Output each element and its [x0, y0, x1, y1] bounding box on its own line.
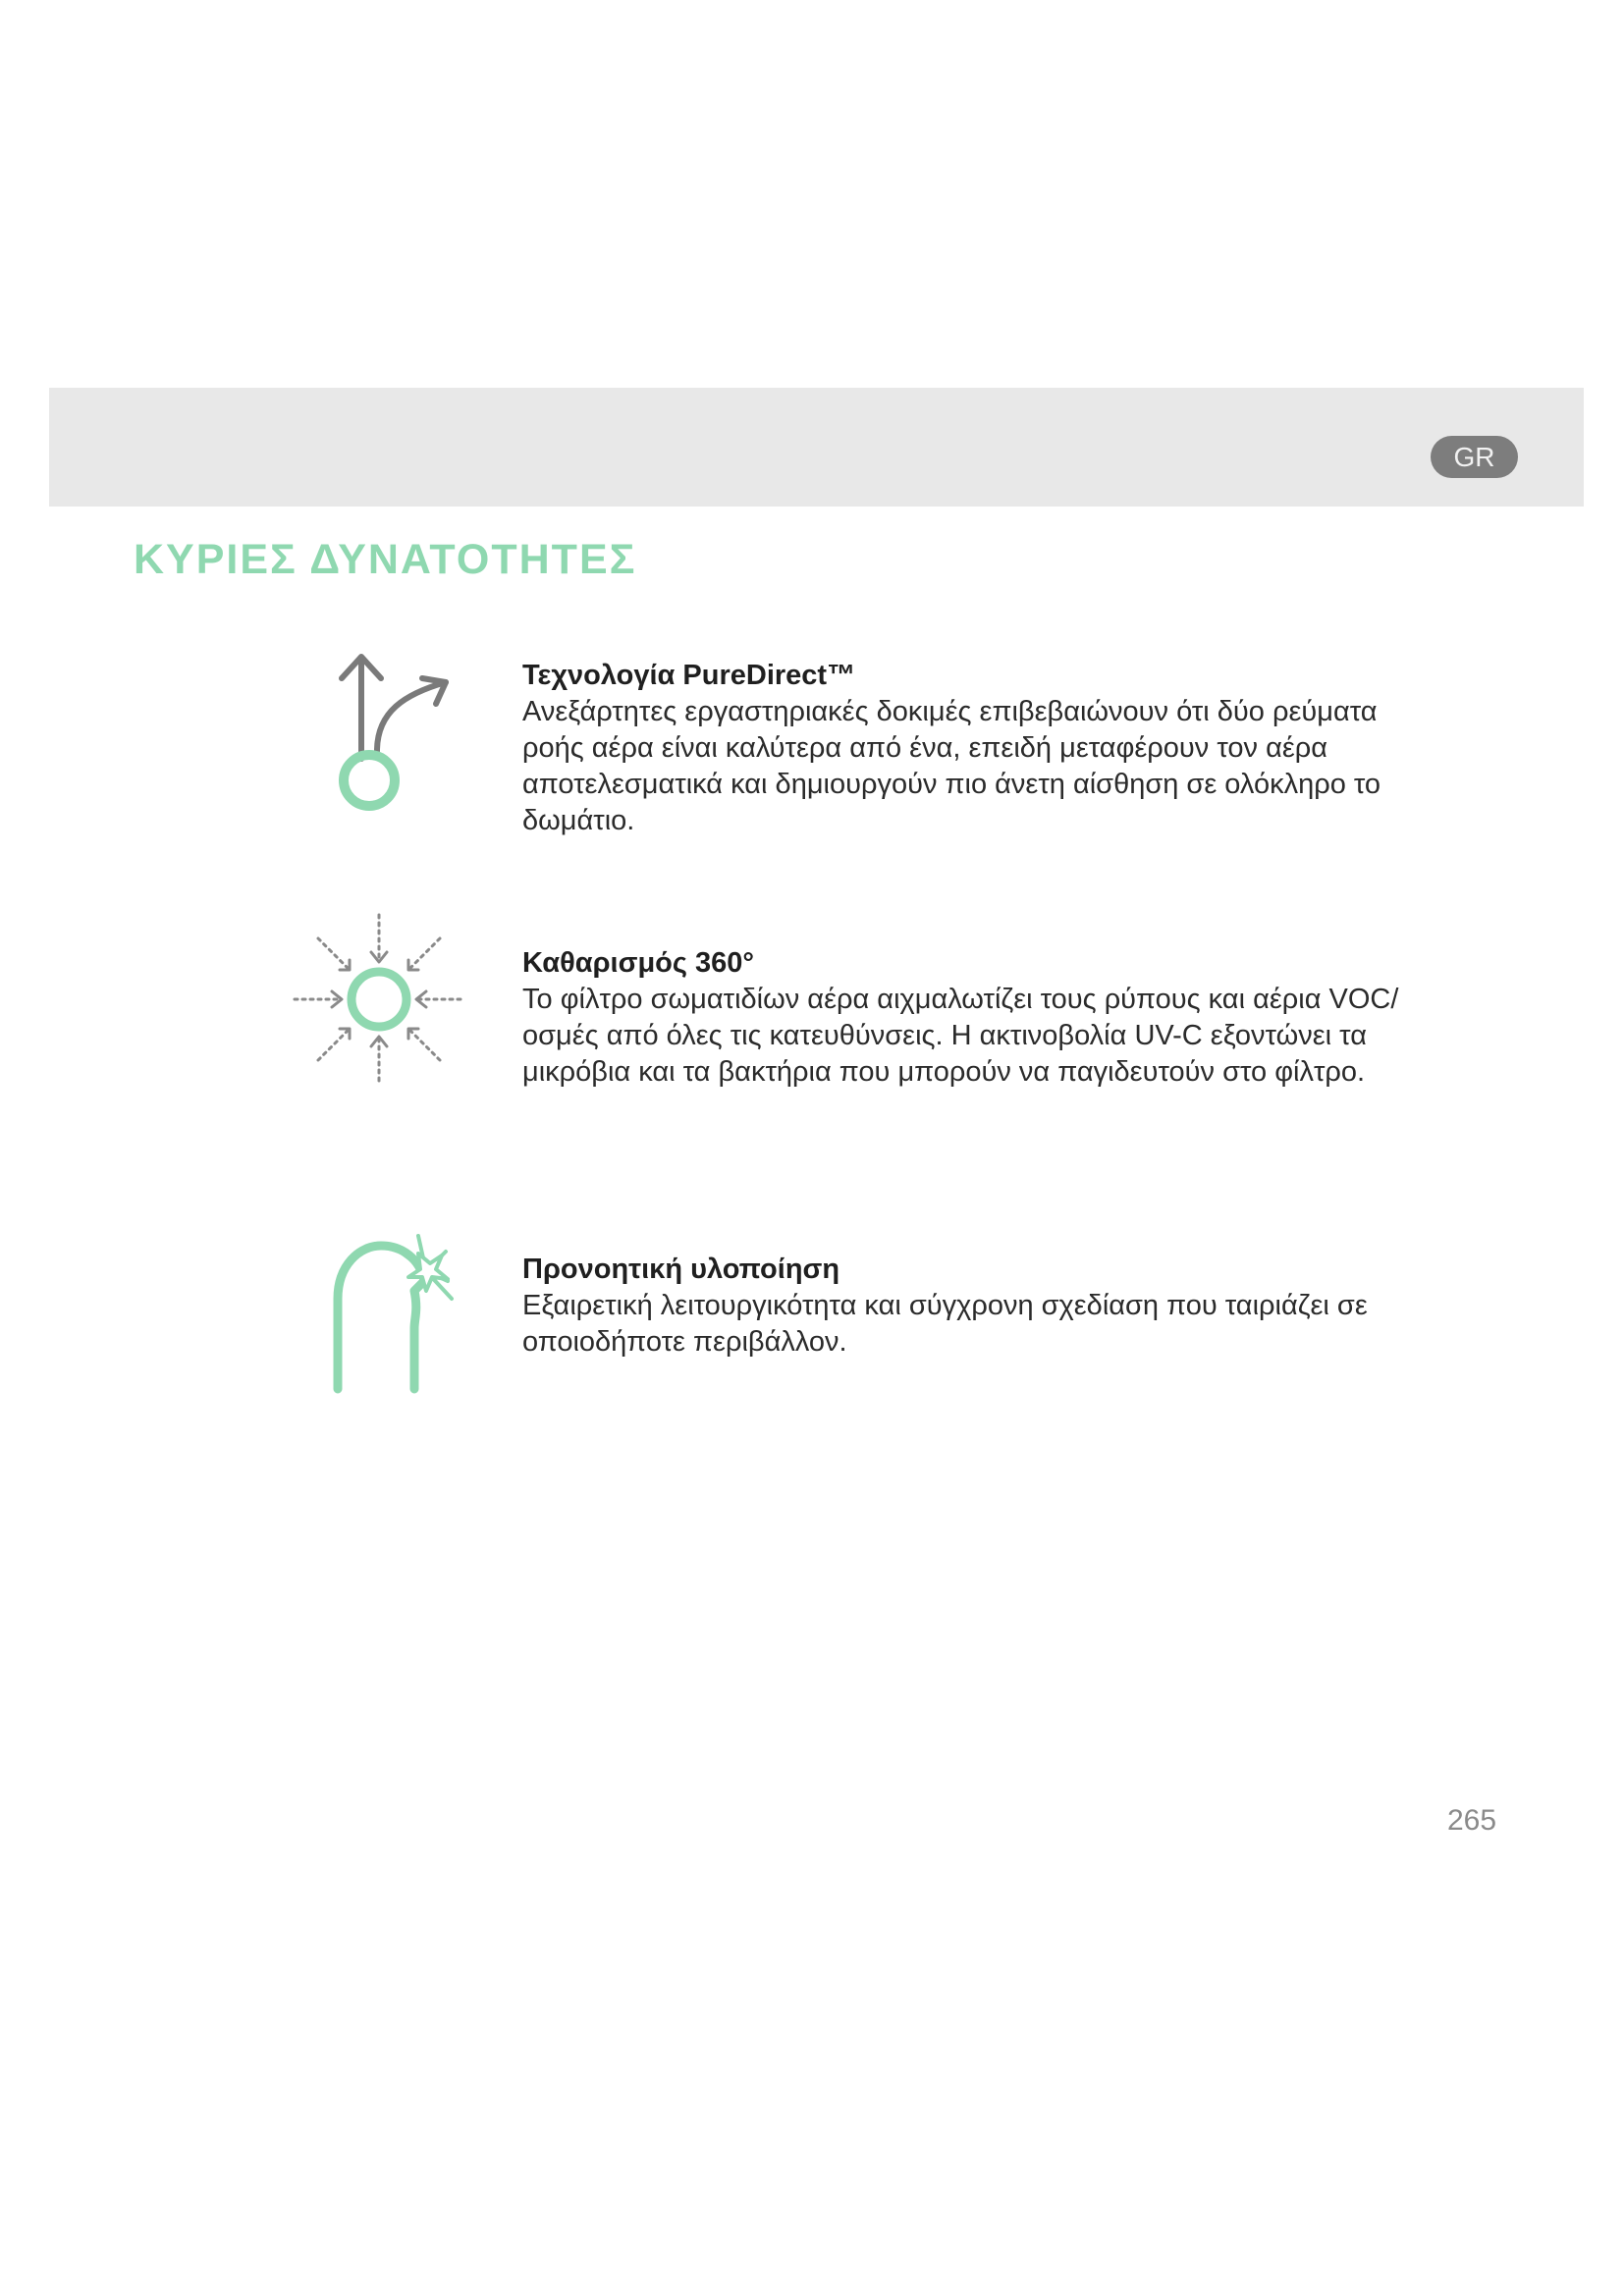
feature-smart-design: [522, 1252, 1504, 1361]
page-number: 265: [1447, 1804, 1497, 1837]
feature-description-line: οσμές από όλες τις κατευθύνσεις. Η ακτινοβολία UV-C εξοντώνει τα: [522, 1020, 1367, 1051]
feature-description-line: μικρόβια και τα βακτήρια που μπορούν να παγιδευτούν στο φίλτρο.: [522, 1056, 1366, 1088]
feature-puredirect: [522, 658, 1504, 839]
split-airflow-arrows-icon: [314, 643, 461, 820]
feature-description-line: δωμάτιο.: [522, 805, 635, 836]
feature-description-line: ροής αέρα είναι καλύτερα από ένα, επειδή μεταφέρουν τον αέρα: [522, 732, 1328, 764]
feature-description-line: αποτελεσματικά και δημιουργούν πιο άνετη αίσθηση σε ολόκληρο το: [522, 769, 1381, 800]
smart-design-sparkle-icon: [324, 1230, 461, 1397]
feature-description-line: Εξαιρετική λειτουργικότητα και σύγχρονη σχεδίαση που ταιριάζει σε: [522, 1290, 1368, 1321]
feature-description-line: οποιοδήποτε περιβάλλον.: [522, 1326, 847, 1358]
feature-description-line: Ανεξάρτητες εργαστηριακές δοκιμές επιβεβαιώνουν ότι δύο ρεύματα: [522, 696, 1378, 727]
360-purification-icon: [291, 911, 467, 1088]
feature-360-purification: [522, 945, 1504, 1091]
feature-title: Τεχνολογία PureDirect™: [522, 660, 856, 691]
feature-title: Προνοητική υλοποίηση: [522, 1254, 840, 1285]
language-badge: GR: [1431, 436, 1518, 478]
section-title: ΚΥΡΙΕΣ ΔΥΝΑΤΟΤΗΤΕΣ: [134, 536, 637, 583]
feature-description-line: Το φίλτρο σωματιδίων αέρα αιχμαλωτίζει τους ρύπους και αέρια VOC/: [522, 984, 1399, 1015]
feature-title: Καθαρισμός 360°: [522, 947, 755, 979]
header-band: [49, 388, 1584, 507]
